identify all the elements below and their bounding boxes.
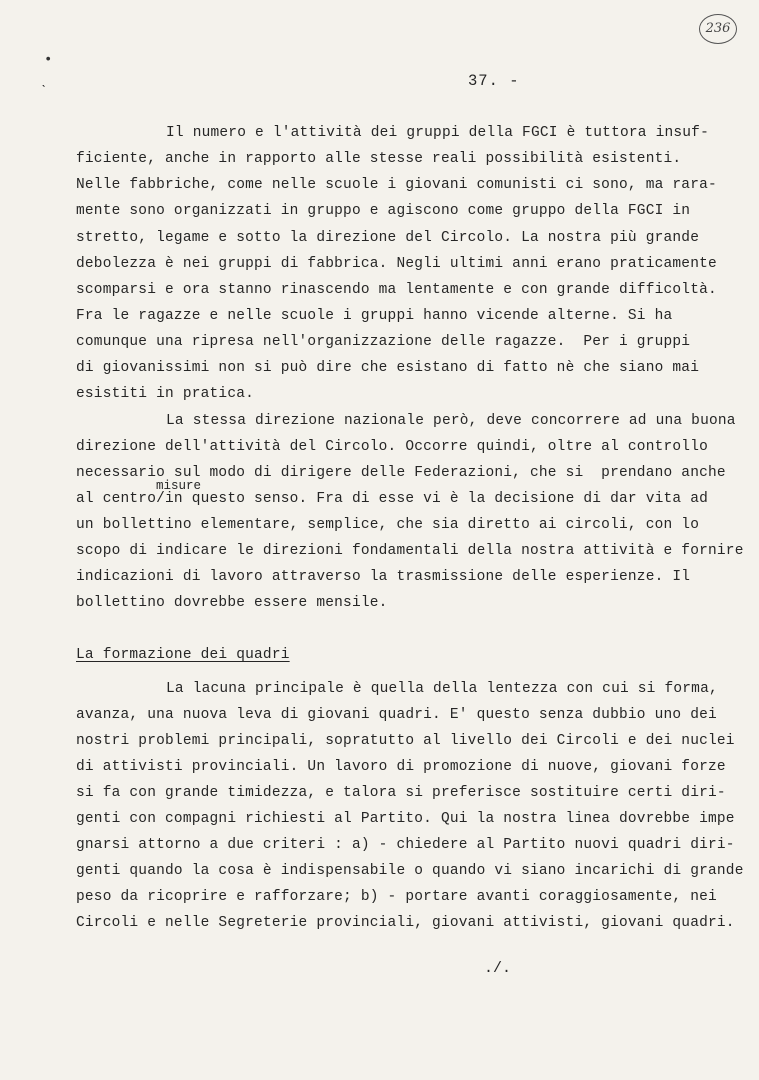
text-line: stretto, legame e sotto la direzione del Circolo. La nostra più grande [76,230,700,246]
handwritten-insertion: misure [156,479,202,493]
text-line: Fra le ragazze e nelle scuole i gruppi hanno vicende alterne. Si ha [76,308,673,324]
text-line: debolezza è nei gruppi di fabbrica. Negli ultimi anni erano praticamente [76,256,717,272]
text-line: di giovanissimi non si può dire che esistano di fatto nè che siano mai [76,360,700,376]
text-line: bollettino dovrebbe essere mensile. [76,595,388,611]
text-line: nostri problemi principali, sopratutto al livello dei Circoli e dei nuclei [76,733,735,749]
text-line: scomparsi e ora stanno rinascendo ma lentamente e con grande difficoltà. [76,282,717,298]
text-line: indicazioni di lavoro attraverso la trasmissione delle esperienze. Il [76,569,691,585]
text-line: scopo di indicare le direzioni fondamentali della nostra attività e fornire [76,543,744,559]
text-line: mente sono organizzati in gruppo e agiscono come gruppo della FGCI in [76,203,691,219]
text-line: di attivisti provinciali. Un lavoro di promozione di nuove, giovani forze [76,759,726,775]
text-line: esistiti in pratica. [76,386,255,402]
text-line: La stessa direzione nazionale però, deve concorrere ad una buona [166,413,736,429]
text-line: genti con compagni richiesti al Partito. Qui la nostra linea dovrebbe impe [76,811,735,827]
page-number: 37. - [468,72,520,90]
margin-dot: • [44,52,53,68]
margin-tick: ˋ [40,84,49,100]
continuation-mark: ./. [484,960,512,977]
text-line: necessario sul modo di dirigere delle Federazioni, che si prendano anche [76,465,726,481]
text-line: ficiente, anche in rapporto alle stesse reali possibilità esistenti. [76,151,682,167]
text-line: direzione dell'attività del Circolo. Occorre quindi, oltre al controllo [76,439,709,455]
text-line: Circoli e nelle Segreterie provinciali, giovani attivisti, giovani quadri. [76,915,735,931]
text-line: comunque una ripresa nell'organizzazione delle ragazze. Per i gruppi [76,334,691,350]
text-line: genti quando la cosa è indispensabile o quando vi siano incarichi di grande [76,863,744,879]
text-line: si fa con grande timidezza, e talora si preferisce sostituire certi diri- [76,785,726,801]
text-line: avanza, una nuova leva di giovani quadri. E' questo senza dubbio uno dei [76,707,717,723]
text-line: Il numero e l'attività dei gruppi della FGCI è tuttora insuf- [166,125,709,141]
text-line: La lacuna principale è quella della lentezza con cui si forma, [166,681,718,697]
text-line: Nelle fabbriche, come nelle scuole i giovani comunisti ci sono, ma rara- [76,177,717,193]
text-line: gnarsi attorno a due criteri : a) - chiedere al Partito nuovi quadri diri- [76,837,735,853]
text-line: al centro/in questo senso. Fra di esse vi è la decisione di dar vita ad [76,491,709,507]
text-line: peso da ricoprire e rafforzare; b) - portare avanti coraggiosamente, nei [76,889,717,905]
text-line: un bollettino elementare, semplice, che sia diretto ai circoli, con lo [76,517,700,533]
section-heading: La formazione dei quadri [76,647,290,663]
archive-stamp: 236 [699,14,737,44]
